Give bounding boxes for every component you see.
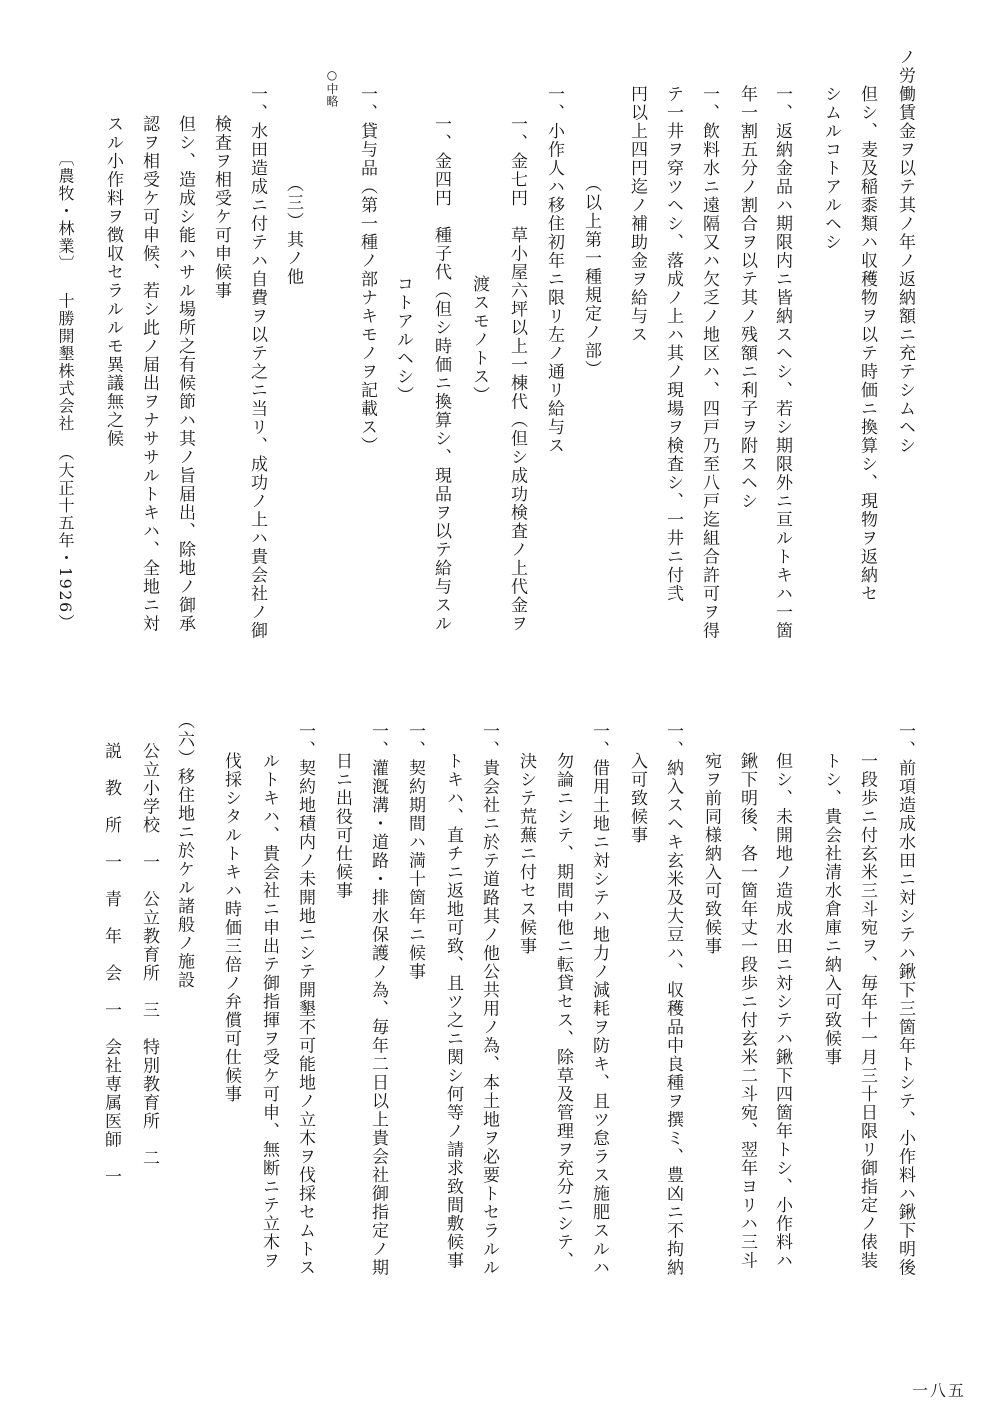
omission-marker: ○中略 — [325, 68, 339, 108]
text-column: 一、水田造成ニ付テハ自費ヲ以テ之ニ当リ、成功ノ上ハ貴会社ノ御 — [247, 85, 267, 640]
text-column: 一、金四円 種子代（但シ時価ニ換算シ、現品ヲ以テ給与スル — [431, 115, 451, 633]
facility-list: 説 教 所 一 青 年 会 一 会社専属医師 一 — [101, 742, 121, 1186]
page-number: 一八五 — [912, 1381, 967, 1400]
text-column: 年一割五分ノ割合ヲ以テ其ノ残額ニ利子ヲ附スヘシ — [737, 85, 757, 511]
text-column: 渡スモノトス） — [469, 275, 489, 405]
text-column: シムルコトアルヘシ — [821, 85, 841, 252]
text-column: 一、小作人ハ移住初年ニ限リ左ノ通リ給与ス — [544, 85, 564, 455]
text-column: 円以上四円迄ノ補助金ヲ給与ス — [627, 85, 647, 344]
footer-company: 十勝開墾株式会社 — [56, 292, 75, 433]
text-column: 但シ、造成シ能ハサル場所之有候節ハ其ノ旨届出、除地ノ御承 — [175, 115, 195, 633]
text-column: 但シ、未開地ノ造成水田ニ対シテハ鍬下四箇年トシ、小作料ハ — [772, 752, 792, 1270]
section-note: （以上第一種規定ノ部） — [581, 175, 601, 379]
text-column: 認ヲ相受ケ可申候、若シ此ノ届出ヲナササルトキハ、全地ニ対 — [139, 115, 159, 633]
text-column: 一、納入スヘキ玄米及大豆ハ、収穫品中良種ヲ撰ミ、豊凶ニ不拘納 — [663, 722, 683, 1277]
text-column: 一、貴会社ニ於テ道路其ノ他公共用ノ為、本土地ヲ必要トセラルル — [479, 722, 499, 1277]
text-column: 一、返納金品ハ期限内ニ皆納スヘシ、若シ期限外ニ亘ルトキハ一箇 — [772, 85, 792, 640]
text-column: 決シテ荒蕪ニ付セス候事 — [516, 752, 536, 956]
text-column: 日ニ出役可仕候事 — [332, 752, 352, 900]
text-column: 一、契約地積内ノ未開地ニシテ開墾不可能地ノ立木ヲ伐採セムトス — [295, 722, 315, 1277]
text-column: ノ労働賃金ヲ以テ其ノ年ノ返納額ニ充テシムヘシ — [895, 48, 915, 455]
facility-list: 公立小学校 一 公立教育所 三 特別教育所 二 — [139, 742, 159, 1168]
text-column: 一、金七円 草小屋六坪以上一棟代（但シ成功検査ノ上代金ヲ — [507, 115, 527, 633]
footer-year: （大正十五年・1926） — [56, 444, 75, 632]
section-heading: （三）其ノ他 — [283, 175, 303, 286]
text-column: コトアルヘシ） — [393, 275, 413, 405]
text-column: 一、前項造成水田ニ対シテハ鍬下三箇年トシテ、小作料ハ鍬下明後 — [895, 722, 915, 1277]
section-heading: （六）移住地ニ於ケル諸般ノ施設 — [174, 712, 194, 990]
text-column: 一段歩ニ付玄米三斗宛ヲ、毎年十一月三十日限リ御指定ノ俵装 — [857, 752, 877, 1270]
text-column: 但シ、麦及稲黍類ハ収穫物ヲ以テ時価ニ換算シ、現物ヲ返納セ — [857, 85, 877, 603]
text-column: スル小作料ヲ徴収セラルルモ異議無之候 — [103, 115, 123, 448]
text-column: 勿論ニシテ、期間中他ニ転貸セス、除草及管理ヲ充分ニシテ、 — [553, 752, 573, 1270]
running-footer — [54, 150, 77, 631]
text-column: 検査ヲ相受ケ可申候事 — [211, 115, 231, 300]
text-column: テ一井ヲ穿ツヘシ、落成ノ上ハ其ノ現場ヲ検査シ、一井ニ付弐 — [663, 85, 683, 603]
text-column: 鍬下明後、各一箇年丈一段歩ニ付玄米二斗宛、翌年ヨリハ三斗 — [737, 752, 757, 1270]
text-column: 一、貸与品（第一種ノ部ナキモノヲ記載ス） — [357, 85, 377, 455]
text-column: 入可致候事 — [627, 752, 647, 845]
text-column: 一、飲料水ニ遠隔又ハ欠乏ノ地区ハ、四戸乃至八戸迄組合許可ヲ得 — [699, 85, 719, 640]
text-column: 一、契約期間ハ満十箇年ニ候事 — [405, 722, 425, 981]
text-column: 宛ヲ前同様納入可致候事 — [701, 752, 721, 956]
footer-category: 〔農牧・林業〕 — [56, 150, 75, 273]
text-column: 一、借用土地ニ対シテハ地力ノ減耗ヲ防キ、且ツ怠ラス施肥スルハ — [589, 722, 609, 1277]
text-column: トキハ、直チニ返地可致、且ツ之ニ関シ何等ノ請求致間敷候事 — [443, 752, 463, 1270]
text-column: 一、灌漑溝・道路・排水保護ノ為、毎年二日以上貴会社御指定ノ期 — [368, 722, 388, 1277]
text-column: トシ、貴会社清水倉庫ニ納入可致候事 — [821, 752, 841, 1067]
text-column: ルトキハ、貴会社ニ申出テ御指揮ヲ受ケ可申、無断ニテ立木ヲ — [259, 752, 279, 1270]
text-column: 伐採シタルトキハ時価三倍ノ弁償可仕候事 — [221, 752, 241, 1104]
